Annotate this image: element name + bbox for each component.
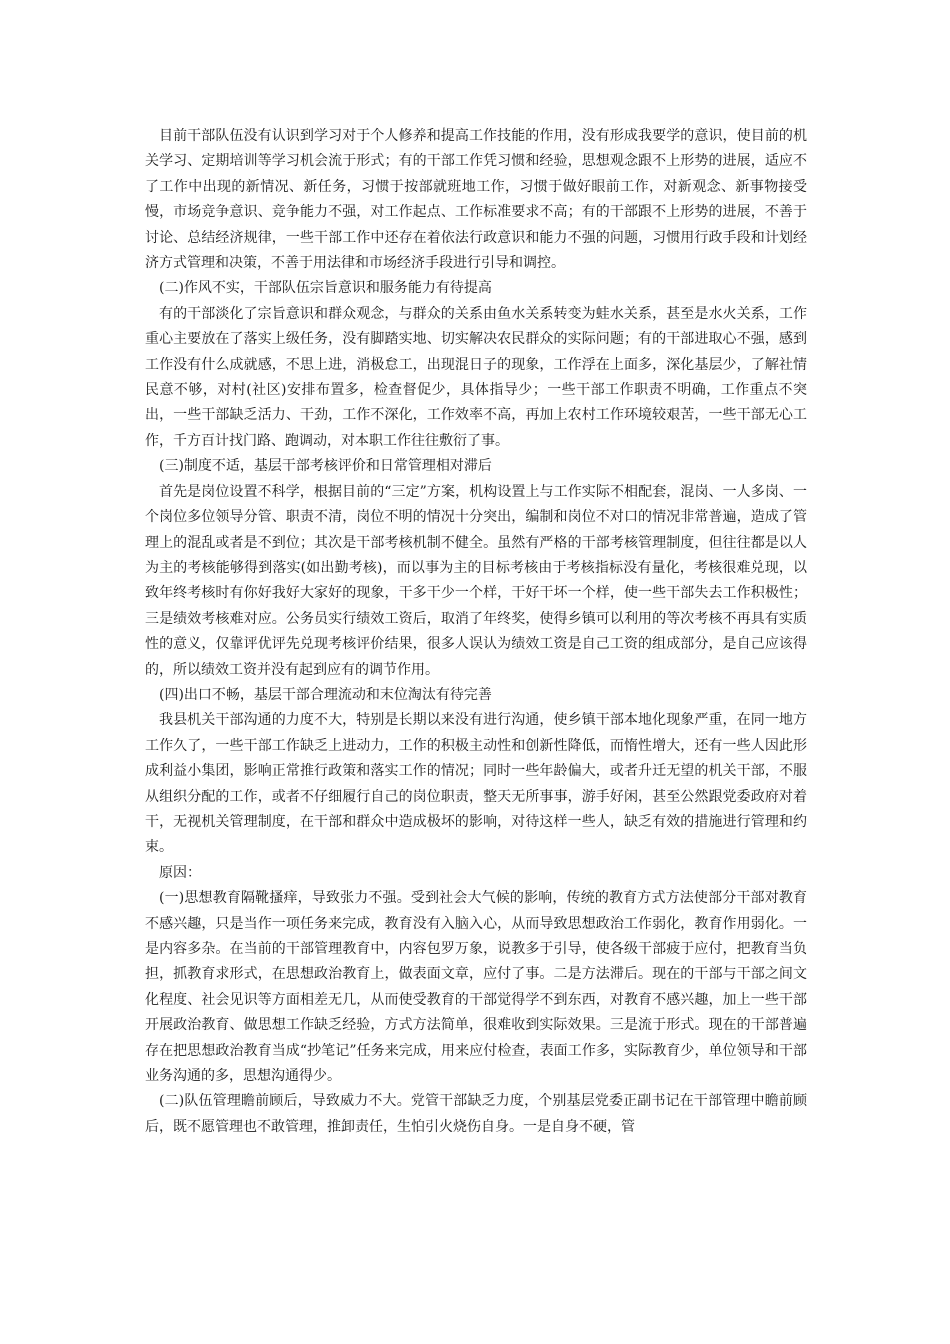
section-heading: (二)作风不实，干部队伍宗旨意识和服务能力有待提高 [159, 280, 492, 297]
paragraph: (二)队伍管理瞻前顾后，导致威力不大。党管干部缺乏力度，个别基层党委正副书记在干部管理中瞻前顾后，既不愿管理也不敢管理，推卸责任，生怕引火烧伤自身。一是自身不硬，管 [145, 1093, 807, 1135]
paragraph: 我县机关干部沟通的力度不大，特别是长期以来没有进行沟通，使乡镇干部本地化现象严重，在同一地方工作久了，一些干部工作缺乏上进动力，工作的积极主动性和创新性降低，而惰性增大，还有一些人因此形成利益小集团，影响正常推行政策和落实工作的情况；同时一些年龄偏大，或者升迁无望的机关干部，不服从组织分配的工作，或者不仔细履行自己的岗位职责，整天无所事事，游手好闲，甚至公然跟党委政府对着干，无视机关管理制度，在干部和群众中造成极坏的影响，对待这样一些人，缺乏有效的措施进行管理和约束。 [145, 712, 807, 856]
paragraph: 首先是岗位设置不科学，根据目前的“三定”方案，机构设置上与工作实际不相配套，混岗、一人多岗、一个岗位多位领导分管、职责不清，岗位不明的情况十分突出，编制和岗位不对口的情况非常普遍，造成了管理上的混乱或者是不到位；其次是干部考核机制不健全。虽然有严格的干部考核管理制度，但往往都是以人为主的考核能够得到落实(如出勤考核)，而以事为主的目标考核由于考核指标没有量化，考核很难兑现，以致年终考核时有你好我好大家好的现象，干多干少一个样，干好干坏一个样，使一些干部失去工作积极性；三是绩效考核难对应。公务员实行绩效工资后，取消了年终奖，使得乡镇可以利用的等次考核不再具有实质性的意义，仅靠评优评先兑现考核评价结果，很多人误认为绩效工资是自己工资的组成部分，是自己应该得的，所以绩效工资并没有起到应有的调节作用。 [145, 483, 807, 678]
paragraph: (一)思想教育隔靴搔痒，导致张力不强。受到社会大气候的影响，传统的教育方式方法使部分干部对教育不感兴趣，只是当作一项任务来完成，教育没有入脑入心，从而导致思想政治工作弱化，教育作用弱化。一是内容多杂。在当前的干部管理教育中，内容包罗万象，说教多于引导，使各级干部疲于应付，把教育当负担，抓教育求形式，在思想政治教育上，做表面文章，应付了事。二是方法滞后。现在的干部与干部之间文化程度、社会见识等方面相差无几，从而使受教育的干部觉得学不到东西，对教育不感兴趣，加上一些干部开展政治教育、做思想工作缺乏经验，方式方法简单，很难收到实际效果。三是流于形式。现在的干部普遍存在把思想政治教育当成“抄笔记”任务来完成，用来应付检查，表面工作多，实际教育少，单位领导和干部业务沟通的多，思想沟通得少。 [145, 890, 807, 1085]
section-heading: 原因： [159, 864, 201, 881]
paragraph: 有的干部淡化了宗旨意识和群众观念，与群众的关系由鱼水关系转变为蛙水关系，甚至是水火关系，工作重心主要放在了落实上级任务，没有脚踏实地、切实解决农民群众的实际问题；有的干部进取心不强，感到工作没有什么成就感，不思上进，消极怠工，出现混日子的现象，工作浮在上面多，深化基层少，了解社情民意不够，对村(社区)安排布置多，检查督促少，具体指导少；一些干部工作职责不明确，工作重点不突出，一些干部缺乏活力、干劲，工作不深化，工作效率不高，再加上农村工作环境较艰苦，一些干部无心工作，千方百计找门路、跑调动，对本职工作往往敷衍了事。 [145, 305, 807, 449]
paragraph: 目前干部队伍没有认识到学习对于个人修养和提高工作技能的作用，没有形成我要学的意识，使目前的机关学习、定期培训等学习机会流于形式；有的干部工作凭习惯和经验，思想观念跟不上形势的进展，适应不了工作中出现的新情况、新任务，习惯于按部就班地工作，习惯于做好眼前工作，对新观念、新事物接受慢，市场竞争意识、竞争能力不强，对工作起点、工作标准要求不高；有的干部跟不上形势的进展，不善于讨论、总结经济规律，一些干部工作中还存在着依法行政意识和能力不强的问题，习惯用行政手段和计划经济方式管理和决策，不善于用法律和市场经济手段进行引导和调控。 [145, 128, 807, 272]
section-heading: (四)出口不畅，基层干部合理流动和末位淘汰有待完善 [159, 686, 492, 703]
section-heading: (三)制度不适，基层干部考核评价和日常管理相对滞后 [159, 458, 492, 475]
document-body [145, 124, 807, 1140]
